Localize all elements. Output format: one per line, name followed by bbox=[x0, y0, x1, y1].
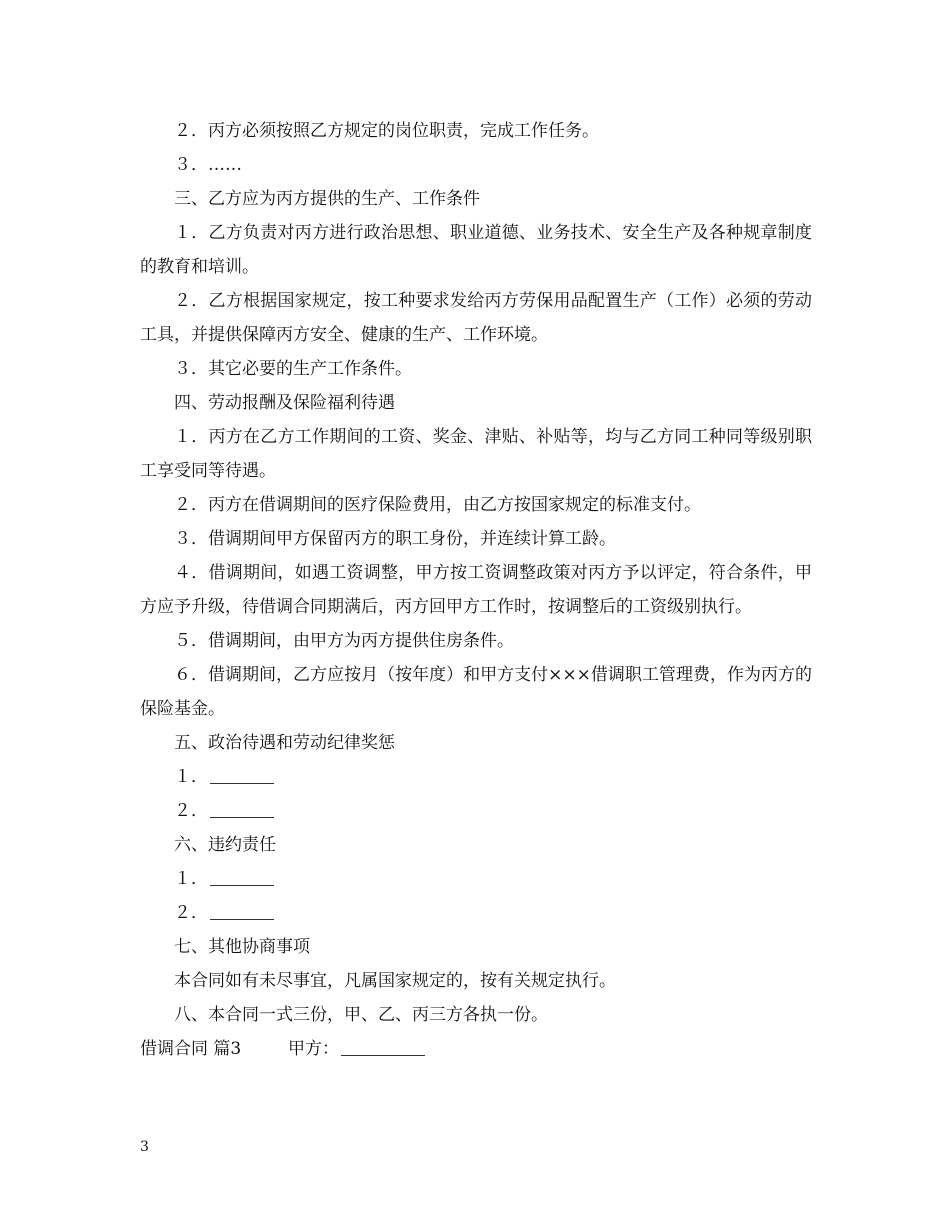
paragraph-text: １．丙方在乙方工作期间的工资、奖金、津贴、补贴等，均与乙方同工种同等级别职工享受同等待遇。 bbox=[140, 427, 812, 481]
paragraph bbox=[140, 284, 812, 352]
paragraph-text: ６．借调期间，乙方应按月（按年度）和甲方支付×××借调职工管理费，作为丙方的保险基金。 bbox=[140, 665, 812, 719]
page-number: 3 bbox=[140, 1139, 149, 1155]
paragraph bbox=[140, 658, 812, 726]
paragraph bbox=[140, 182, 812, 216]
paragraph bbox=[140, 352, 812, 386]
paragraph-text: １．乙方负责对丙方进行政治思想、职业道德、业务技术、安全生产及各种规章制度的教育和培训。 bbox=[140, 223, 812, 277]
paragraph bbox=[140, 624, 812, 658]
paragraph bbox=[140, 420, 812, 488]
paragraph bbox=[140, 998, 812, 1032]
paragraph-text: １． bbox=[174, 869, 208, 889]
fill-in-blank bbox=[210, 765, 274, 784]
paragraph bbox=[140, 556, 812, 624]
paragraph bbox=[140, 794, 812, 828]
fill-in-blank bbox=[210, 901, 274, 920]
paragraph bbox=[140, 964, 812, 998]
fill-in-blank bbox=[210, 867, 274, 886]
closing-line bbox=[140, 1032, 812, 1066]
paragraph-text: 三、乙方应为丙方提供的生产、工作条件 bbox=[174, 189, 480, 209]
paragraph bbox=[140, 114, 812, 148]
paragraph bbox=[140, 216, 812, 284]
paragraph bbox=[140, 930, 812, 964]
party-a-label: 甲方： bbox=[288, 1039, 340, 1059]
paragraph-text: ２． bbox=[174, 903, 208, 923]
paragraph-text: 六、违约责任 bbox=[174, 835, 276, 855]
fill-in-blank bbox=[210, 799, 274, 818]
paragraph-text: ４．借调期间，如遇工资调整，甲方按工资调整政策对丙方予以评定，符合条件，甲方应予升级，待借调合同期满后，丙方回甲方工作时，按调整后的工资级别执行。 bbox=[140, 563, 812, 617]
paragraph bbox=[140, 386, 812, 420]
paragraph bbox=[140, 148, 812, 182]
section-label: 篇3 bbox=[213, 1039, 242, 1059]
paragraph-text: ２．丙方在借调期间的医疗保险费用，由乙方按国家规定的标准支付。 bbox=[174, 495, 701, 515]
paragraph-text: ５．借调期间，由甲方为丙方提供住房条件。 bbox=[174, 631, 514, 651]
paragraph-text: 八、本合同一式三份，甲、乙、丙三方各执一份。 bbox=[174, 1005, 548, 1025]
paragraph-text: 四、劳动报酬及保险福利待遇 bbox=[174, 393, 395, 413]
paragraph bbox=[140, 828, 812, 862]
paragraph-text: 本合同如有未尽事宜，凡属国家规定的，按有关规定执行。 bbox=[174, 971, 616, 991]
paragraph-text: １． bbox=[174, 767, 208, 787]
paragraph-text: ３．借调期间甲方保留丙方的职工身份，并连续计算工龄。 bbox=[174, 529, 616, 549]
document-body bbox=[140, 114, 812, 1066]
paragraph-text: ２．乙方根据国家规定，按工种要求发给丙方劳保用品配置生产（工作）必须的劳动工具，并提供保障丙方安全、健康的生产、工作环境。 bbox=[140, 291, 812, 345]
paragraph bbox=[140, 896, 812, 930]
paragraph bbox=[140, 862, 812, 896]
paragraph bbox=[140, 488, 812, 522]
paragraph-text: 五、政治待遇和劳动纪律奖惩 bbox=[174, 733, 395, 753]
paragraph-text: ２． bbox=[174, 801, 208, 821]
paragraph-text: 七、其他协商事项 bbox=[174, 937, 310, 957]
paragraph-text: ２．丙方必须按照乙方规定的岗位职责，完成工作任务。 bbox=[174, 121, 599, 141]
paragraph-text: ３．其它必要的生产工作条件。 bbox=[174, 359, 412, 379]
party-a-blank bbox=[341, 1037, 425, 1056]
paragraph bbox=[140, 522, 812, 556]
paragraph-text: ３．…… bbox=[174, 155, 242, 175]
paragraph bbox=[140, 726, 812, 760]
contract-title: 借调合同 bbox=[140, 1039, 208, 1059]
paragraph bbox=[140, 760, 812, 794]
